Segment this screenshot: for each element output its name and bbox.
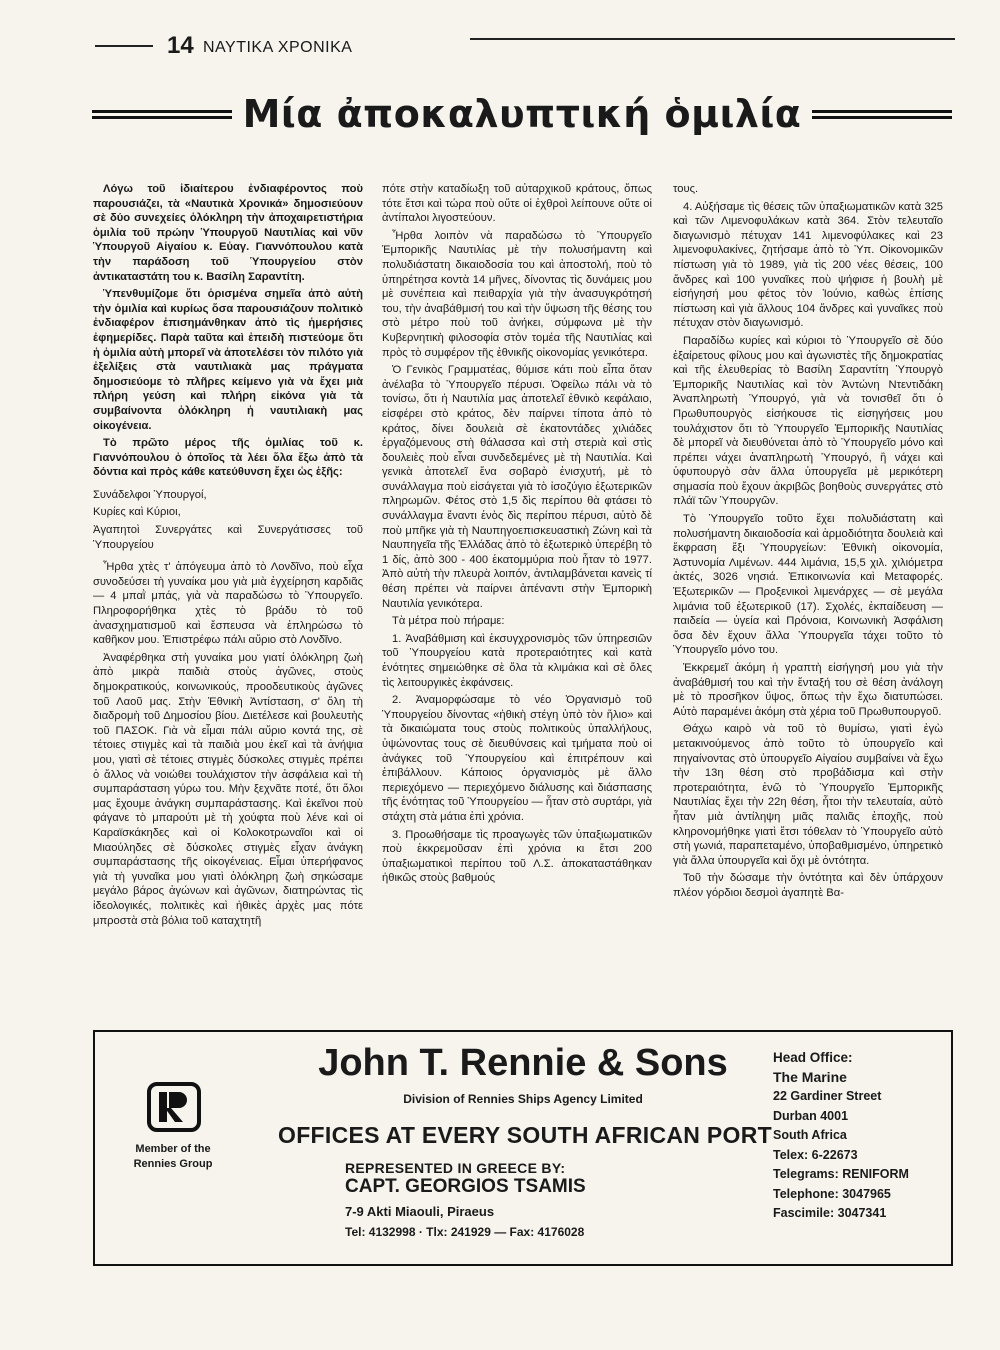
- head-office-city: Durban 4001: [773, 1108, 849, 1123]
- company-division: Division of Rennies Ships Agency Limited: [403, 1092, 643, 1106]
- head-office-block: [773, 1048, 943, 1224]
- title-bars-left: [92, 110, 232, 124]
- page-number: 14: [167, 32, 194, 59]
- body-paragraph: Ἦρθα χτὲς τ' ἀπόγευμα ἀπὸ τὸ Λονδῖνο, ποὺ εἶχα συνοδεύσει τὴ γυναίκα μου γιὰ μιὰ ἐγχείρηση καρδιᾶς — 4 μπαῒ μπάς, γιὰ νὰ παραδώσω τὸ Ὑπουργεῖο. Πληροφορήθηκα χτὲς τὸ βράδυ τὸ τοῦ ἀνασχηματισμοῦ καὶ ἔσπευσα νὰ ἐπληρώσω τὸ καθῆκον μου. Ἐπιστρέφω πάλι αὔριο στὸ Λονδῖνο.: [93, 561, 363, 647]
- body-paragraph: πότε στὴν καταδίωξη τοῦ αὐταρχικοῦ κράτους, ὅπως τότε ἔτσι καὶ τώρα ποὺ οὔτε οἱ ἐχθροὶ λείπουνε οὔτε οἱ ἀντίπαλοι λιγοστεύουν.: [382, 183, 652, 225]
- member-note: [113, 1142, 233, 1172]
- agent-address: 7-9 Akti Miaouli, Piraeus: [345, 1204, 495, 1219]
- agent-name: CAPT. GEORGIOS TSAMIS: [345, 1176, 586, 1197]
- represented-label: REPRESENTED IN GREECE BY:: [345, 1160, 566, 1176]
- head-office-label: Head Office:: [773, 1050, 853, 1065]
- title-bars-right: [812, 110, 952, 124]
- body-paragraph: Παραδίδω κυρίες καὶ κύριοι τὸ Ὑπουργεῖο σὲ δύο ἐξαίρετους φίλους μου καὶ ἀγωνιστὲς τῆς δημοκρατίας καὶ τῆς ἐλευθερίας τὸ Βασίλη Σαραντίτη Ὑπουργὸ Ἐμπορικῆς Ναυτιλίας καὶ τὸν Ἀντώνη Ντεντιδάκη Ἀναπληρωτὴ Ὑπουργό, γιὰ νὰ τονισθεῖ ὅτι ὁ Πρωθυπουργὸς εἰσήκουσε τὶς εἰσηγήσεις μου τουλάχιστον ὅτι τὸ Ὑπουργεῖο Ἐμπορικῆς Ναυτιλίας δὲ μπορεῖ νὰ διευθύνεται ἀπὸ τὸ Ὑπουργεῖο μόνο καὶ πρέπει νάχει ἀναπληρωτὴ Ὑπουργό, ἢ νάχει καὶ ὑφυπουργὸ σὰν ἄλλα ὑπουργεῖα μὲ μερικότερη σημασία ποὺ ἔχουν ἀκριβῶς βοηθοὺς συνεργάτες στὸ πλάϊ τῶν Ὑπουργῶν.: [673, 334, 943, 508]
- agent-contacts: Tel: 4132998 · Tlx: 241929 — Fax: 4176028: [345, 1225, 585, 1239]
- member-line: Rennies Group: [133, 1158, 213, 1170]
- rennies-logo-icon: [147, 1082, 201, 1132]
- measure-item: 4. Αὐξήσαμε τὶς θέσεις τῶν ὑπαξιωματικῶν κατὰ 325 καὶ τῶν Λιμενοφυλάκων κατὰ 364. Στὸν τελευταῖο διαγωνισμὸ πέτυχαν 141 λιμενοφύλακες καὶ 23 λιμενοφυλακίνες, ζητήσαμε ἀπὸ τὸ Ὑπ. Οἰκονομικῶν πίστωση γιὰ τὸ 1989, γιὰ τὶς 200 νέες θέσεις, 100 ἄνδρες καὶ 100 γυναῖκες ποὺ ψήφισε ἡ βουλὴ μὲ εἰσήγησή μου φέτος τὸν Ἰούνιο, καθὼς ἐπίσης πίστωση καὶ γιὰ ἄλλους 104 ἄνδρες καὶ γυναῖκες ποὺ πέτυχαν στὸν διαγωνισμό.: [673, 200, 943, 330]
- offices-slogan: OFFICES AT EVERY SOUTH AFRICAN PORT: [278, 1122, 772, 1148]
- salutation-line: Συνάδελφοι Ὑπουργοί,: [93, 488, 207, 501]
- head-office-street: 22 Gardiner Street: [773, 1089, 882, 1103]
- magazine-name: ΝΑΥΤΙΚΑ ΧΡΟΝΙΚΑ: [203, 39, 353, 56]
- article-title: Μία ἀποκαλυπτική ὁμιλία: [242, 92, 802, 136]
- header-rule-right: [470, 38, 955, 40]
- head-office-name: The Marine: [773, 1068, 847, 1085]
- article-title-block: [92, 92, 952, 142]
- head-office-telephone: Telephone: 3047965: [773, 1186, 891, 1201]
- head-office-fax: Fascimile: 3047341: [773, 1206, 887, 1220]
- salutation-line: Κυρίες καὶ Κύριοι,: [93, 506, 181, 519]
- article-column-3: [673, 182, 943, 904]
- header-rule-left: [95, 45, 153, 47]
- body-paragraph: Τοῦ τὴν δώσαμε τὴν ὀντότητα καὶ δὲν ὑπάρχουν πλέον γόρδιοι δεσμοὶ ἀγαπητὲ Βα-: [673, 872, 943, 899]
- body-paragraph: Ἀναφέρθηκα στὴ γυναίκα μου γιατί ὁλόκληρη ζωὴ ἀπὸ μικρὰ παιδιὰ στοὺς ἀγῶνες, στοὺς δημοκρατικούς, κοινωνικούς, προοδευτικοὺς ἀγῶνες τοῦ Λαοῦ μας. Στὴν Ἐθνικὴ Ἀντίσταση, σ' ὅλη τὴ διαδρομὴ τοῦ Δημοσίου βίου. Διετέλεσε καὶ βουλευτὴς τοῦ ΠΑΣΟΚ. Γιὰ νὰ εἶμαι πάλι αὔριο κοντά της, σὲ τέτοιες στιγμὲς καὶ τὰ παιδιὰ μου ἐκεῖ καὶ τὰ ἀνήψια μου, γιατὶ σὲ τέτοιες στιγμὲς δύσκολες στιγμὲς πρέπει ὁ ἄλλος νὰ νοιώθει τουλάχιστον τὴν ἀσφάλεια καὶ τὴ συμπαράσταση γύρω του. Μὴν ξεχνᾶτε ποτέ, ὅτι ὅλοι μας ἔχουμε ἀνάγκη συμπαράστασης. Καὶ ἐκεῖνοι ποὺ φάγανε τὸ μπαρούτι μὲ τὴ χούφτα ποὺ λένε καὶ οἱ Καραϊσκάκηδες καὶ οἱ Κολοκοτρωναῖοι καὶ οἱ Μιαούληδες σὲ δύσκολες στιγμὲς εἶχαν ἀνάγκη συμπαράστασης τῆς οἰκογένειας. Εἶμαι ὑπερήφανος γιὰ τὴ γυναῖκα μου γιατὶ ὁλόκληρη ζωὴ σηκώσαμε μεγάλο βάρος ἀγώνων καὶ ἀγῶνων, διατηρώντας τὶς ἰδεολογικές, πολιτικὲς καὶ ἠθικὲς ἀρχὲς μας πότε μπροστὰ στὰ βόλια τοῦ καταχτητῆ: [93, 651, 363, 927]
- body-paragraph: Θάχω καιρὸ νὰ τοῦ τὸ θυμίσω, γιατὶ ἐγὼ μετακινούμενος ἀπὸ τοῦτο τὸ ὑπουργεῖο καὶ πηγαίνοντας στὸ ὑπουργεῖο Αἰγαίου συμβαίνει νὰ ἔχω τὴν 13η θέση στὸ προβάδισμα καὶ στὴν προτεραιότητα, ἐνῶ τὸ Ὑπουργεῖο Ἐμπορικῆς Ναυτιλίας ἔχει τὴν 22η θέση, ἦτοι τὴν τελευταία, αὐτὸ ἦταν μιὰ ἀντίληψη μιᾶς παλιᾶς ἐποχῆς, ποὺ κληρονομήθηκε γιατὶ ἔτσι τόθελαν τὸ Ὑπουργεῖο αὐτὸ στὴ γωνιά, παραπεταμένο, ὑποβαθμισμένο, ὑπηρετικὸ γιὰ ἄλλα ὑπουργεῖα καὶ ὄχι μὲ ὀντότητα.: [673, 723, 943, 867]
- measure-item: 3. Προωθήσαμε τὶς προαγωγὲς τῶν ὑπαξιωματικῶν ποὺ ἐκκρεμοῦσαν ἐπὶ χρόνια κι ἔτσι 200 ὑπαξιωματικοὶ περίπου τοῦ Λ.Σ. ἀποκαταστάθηκαν ἠθικῶς στοὺς βαθμούς: [382, 828, 652, 885]
- intro-paragraph: Ὑπενθυμίζομε ὅτι ὁρισμένα σημεῖα ἀπὸ αὐτὴ τὴν ὁμιλία καὶ κυρίως ὅσα παρουσιάζουν πολιτικὸ ἐνδιαφέρον ἐπισημάνθηκαν ἀπὸ τὶς ἡμερήσιες ἐφημερίδες. Παρὰ ταῦτα καὶ ἐπειδὴ πιστεύομε ὅτι ἡ ὁμιλία αὐτὴ μπορεῖ νὰ ἀποτελέσει τὸν πιλότο γιὰ ἐξελίξεις στὰ ναυτιλιακὰ μας πράγματα δημοσιεύομε τὸ πλῆρες κείμενο γιὰ νὰ ἔχει μιὰ πλήρη γεύση καὶ πλήρη εἰκόνα γιὰ τὰ συμβαίνοντα ὁλόκληρη ἡ ναυτιλιακὴ μας οἰκογένεια.: [93, 288, 363, 432]
- article-column-1: [93, 182, 363, 931]
- body-paragraph: Ἦρθα λοιπὸν νὰ παραδώσω τὸ Ὑπουργεῖο Ἐμπορικῆς Ναυτιλίας μὲ τὴν πολυσήμαντη καὶ πολυδιάστατη δικαιοδοσία του καὶ ἀποστολή, ποὺ τὸ ὑπηρέτησα κοντὰ 14 μῆνες, δίνοντας τὶς δυνάμεις μου μὲ συνέπεια καὶ πειθαρχία γιὰ τὴν ἀνασυγκρότησή του, τὴν ἀναβάθμισή του καὶ τὴν ὕψωση τῆς θέσης του στὸ μέτρο ποὺ τοῦ ἀνήκει, σύμφωνα μὲ τὴν Κυβερνητικὴ φιλοσοφία στὸν τομέα τῆς Ναυτιλίας καὶ πρὸς τὸ συμφέρον τῆς ἐθνικῆς οἰκονομίας γενικότερα.: [382, 229, 652, 359]
- intro-paragraph: Λόγω τοῦ ἰδιαίτερου ἐνδιαφέροντος ποὺ παρουσιάζει, τὰ «Ναυτικὰ Χρονικά» δημοσιεύουν σὲ δύο συνεχείες ὁλόκληρη τὴν ἀποχαιρετιστήρια ὁμιλία τοῦ πρώην Ὑπουργοῦ Ναυτιλίας καὶ νῦν Ὑπουργοῦ Αἰγαίου κ. Εὐαγ. Γιαννόπουλου κατὰ τὴν παράδοση τοῦ Ὑπουργείου στὸν ἀντικαταστάτη του κ. Βασίλη Σαραντίτη.: [93, 183, 363, 283]
- head-office-telex: Telex: 6-22673: [773, 1147, 858, 1162]
- body-paragraph: Τὰ μέτρα ποὺ πήραμε:: [392, 615, 505, 628]
- head-office-telegrams: Telegrams: RENIFORM: [773, 1167, 909, 1181]
- measure-item: 2. Ἀναμορφώσαμε τὸ νέο Ὀργανισμὸ τοῦ Ὑπουργείου δίνοντας «ἠθικὴ στέγη ὑπὸ τὸν ἥλιο» καὶ τὰ δικαιώματα τους στοὺς πολιτικοὺς ὑπαλλήλους, ὑψώνοντας τους σὲ διευθύνσεις καὶ τμήματα ποὺ οἱ ἀνάγκες τοῦ Ὑπουργείου καὶ ἐπιτρέπουν καὶ ἐπιβάλλουν. Κάποιος ὀργανισμὸς μὲ ἄλλο περιεχόμενο — περιεχόμενο διάλυσης καὶ διάσπασης τῆς ἑνότητας τοῦ Ὑπουργείου — ἦταν στὸ συρτάρι, γιὰ στάχτη στὰ μάτια ἐπὶ χρόνια.: [382, 694, 652, 823]
- article-column-2: [382, 182, 652, 889]
- body-paragraph: τους.: [673, 183, 699, 195]
- head-office-country: South Africa: [773, 1128, 847, 1142]
- member-line: Member of the: [135, 1143, 211, 1155]
- company-name: John T. Rennie & Sons: [318, 1042, 728, 1084]
- advertisement-box: [93, 1030, 953, 1266]
- page-header: [95, 32, 955, 62]
- intro-paragraph: Τὸ πρῶτο μέρος τῆς ὁμιλίας τοῦ κ. Γιαννόπουλου ὁ ὁποῖος τὰ λέει ὅλα ἔξω ἀπὸ τὰ δόντια καὶ πρὸς κάθε κατεύθυνση ἔχει ὡς ἑξῆς:: [93, 437, 363, 479]
- body-paragraph: Ἐκκρεμεῖ ἀκόμη ἡ γραπτὴ εἰσήγησή μου γιὰ τὴν ἀναβάθμισή του καὶ τὴν ἔνταξή του σὲ θέση ἀνάλογη μὲ τὸ προσῆκον ὕψος, ὅπως τὴν ἔχω διατυπώσει. Αὐτὸ παραμένει ἀκόμη στὰ χέρια τοῦ Πρωθυπουργοῦ.: [673, 662, 943, 718]
- body-paragraph: Ὁ Γενικὸς Γραμματέας, θύμισε κάτι ποὺ εἶπα ὅταν ἀνέλαβα τὸ Ὑπουργεῖο πέρυσι. Ὀφείλω πάλι νὰ τὸ τονίσω, ὅτι ἡ Ναυτιλία μας ἀποτελεῖ ἐθνικὸ κεφάλαιο, εἰσφέρει στὸ κράτος, δὲν παίρνει τίποτα ἀπὸ τὸ κράτος, δίνει δουλειὰ σὲ ἑκατοντάδες χιλιάδες ἐργαζόμενους στὴ θάλασσα καὶ στὴ στεριὰ καὶ στὶς δουλειὲς ποὺ εἶναι συνδεδεμένες μὲ τὴ Ναυτιλία. Καὶ γενικὰ ἀποτελεῖ ἕνα σοβαρὸ ἐνισχυτή, μὲ τὸ συνάλλαγμα ποὺ εἰσάγεται γιὰ τὸ ἰσοζύγιο ἐξωτερικῶν πληρωμῶν. Φέτος στὸ 1,5 δὶς περίπου θὰ φτάσει τὸ συνάλλαγμα ἔναντι ἑνὸς δὶς περίπου πέρυσι, αὐτὸ δὲ ποὺ μπῆκε γιὰ τὴ Ναυπηγοεπισκευαστικὴ Ζώνη καὶ τὰ Ναυπηγεῖα τῆς Ἑλλάδας ἀπὸ τὸ ἐξωτερικὸ ὑπερέβη τὸ 1 δίς, ἀπὸ 300 - 400 ἑκατομμύρια ποὺ ἦταν τὸ 1977. Ἀπὸ αὐτὴ τὴν πλευρὰ λοιπόν, ἀντιλαμβάνεται κανεὶς τί θέση πρέπει νὰ παίρνει ἀπέναντι στὴν Ἐμπορικὴ Ναυτιλία γενικότερα.: [382, 364, 652, 610]
- measure-item: 1. Ἀναβάθμιση καὶ ἐκσυγχρονισμὸς τῶν ὑπηρεσιῶν τοῦ Ὑπουργείου κατὰ προτεραιότητες καὶ κατὰ ἑνότητες σημειώθηκε σὲ ὅλα τὰ κλιμάκια καὶ σὲ ὅλες τὶς λειτουργικὲς ἐκφάνσεις.: [382, 632, 652, 689]
- body-paragraph: Τὸ Ὑπουργεῖο τοῦτο ἔχει πολυδιάστατη καὶ πολυσήμαντη δικαιοδοσία καὶ ἁρμοδιότητα δουλειὰ καὶ ἔκφραση ἔξι Ὑπουργείων: Ἐθνικὴ οἰκονομία, Ἀστυνομία Λιμένων. 444 λιμάνια, 15,5 χιλ. χιλιόμετρα ἀκτές, 3026 νησιά. Ἐπικοινωνία καὶ Μεταφορές. Ἐξωτερικῶν — Προξενικοὶ λιμενάρχες — σὲ μεγάλα λιμάνια τοῦ ἐξωτερικοῦ (17). Σχολές, ἐκπαίδευση — παιδεία — ὑγεία καὶ Πρόνοια, Κοινωνικὴ Ἀσφάλιση ὅσα δὲν ἔχουν ἄλλα Ὑπουργεῖα τάχει τοῦτο τὸ Ὑπουργεῖο μόνο του.: [673, 513, 943, 657]
- salutation-line: Ἀγαπητοὶ Συνεργάτες καὶ Συνεργάτισσες τοῦ Ὑπουργείου: [93, 524, 363, 551]
